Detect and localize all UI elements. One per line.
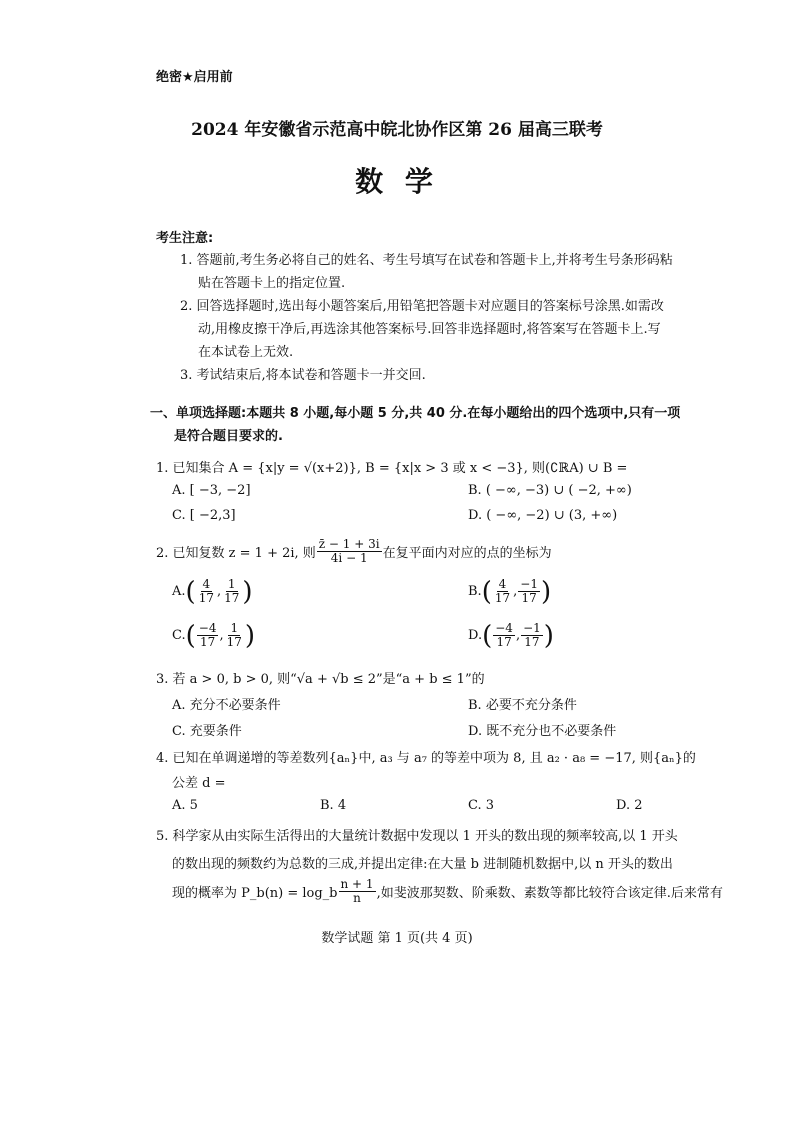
notice-line: 2. 回答选择题时,选出每小题答案后,用铅笔把答题卡对应题目的答案标号涂黑.如需改 <box>180 299 664 314</box>
question-2-stem: 2. 已知复数 z = 1 + 2i, 则 $\frac{z̄ - 1 + 3i}{4i - 1}$ 在复平面内对应的点的坐标为 <box>156 537 552 565</box>
page-footer: 数学试题 第 1 页(共 4 页) <box>321 931 473 946</box>
q1-option-c: C. [ −2,3] <box>172 508 236 523</box>
notice-line: 贴在答题卡上的指定位置. <box>198 276 346 291</box>
exam-title: 2024 年安徽省示范高中皖北协作区第 26 届高三联考 <box>191 120 603 140</box>
q2-option-b: B. ( $\frac{4}{17}$ , $\frac{-1}{17}$ ) <box>468 576 552 607</box>
q2-option-a: A. ( $\frac{4}{17}$ , $\frac{1}{17}$ ) <box>172 576 253 607</box>
question-5-line: 现的概率为 P_b(n) = log_b $\frac{n + 1}{n}$ ,如斐波那契数、阶乘数、素数等都比较符合该定律.后来常有 <box>172 877 723 905</box>
secret-label: 绝密★启用前 <box>156 70 233 85</box>
question-1-stem: 1. 已知集合 A = {x|y = √(x+2)}, B = {x|x > 3 或 x < −3}, 则(∁ℝA) ∪ B = <box>156 461 628 476</box>
q3-option-d: D. 既不充分也不必要条件 <box>468 724 617 739</box>
notice-line: 3. 考试结束后,将本试卷和答题卡一并交回. <box>180 368 426 383</box>
question-5-line: 5. 科学家从由实际生活得出的大量统计数据中发现以 1 开头的数出现的频率较高,以 1 开头 <box>156 829 678 844</box>
section-heading-cont: 是符合题目要求的. <box>174 429 283 444</box>
q4-option-c: C. 3 <box>468 798 495 813</box>
q2-fraction: $\frac{z̄ - 1 + 3i}{4i - 1}$ <box>318 537 380 565</box>
notice-line: 1. 答题前,考生务必将自己的姓名、考生号填写在试卷和答题卡上,并将考生号条形码粘 <box>180 253 673 268</box>
notice-title: 考生注意: <box>156 231 214 246</box>
q1-option-d: D. ( −∞, −2) ∪ (3, +∞) <box>468 508 618 523</box>
q4-option-b: B. 4 <box>320 798 347 813</box>
subject-title: 数 学 <box>355 165 439 198</box>
notice-line: 动,用橡皮擦干净后,再选涂其他答案标号.回答非选择题时,将答案写在答题卡上.写 <box>198 322 661 337</box>
q4-option-a: A. 5 <box>172 798 198 813</box>
q4-option-d: D. 2 <box>616 798 643 813</box>
question-3-stem: 3. 若 a > 0, b > 0, 则“√a + √b ≤ 2”是“a + b ≤ 1”的 <box>156 672 485 687</box>
q3-option-c: C. 充要条件 <box>172 724 242 739</box>
notice-line: 在本试卷上无效. <box>198 345 294 360</box>
q2-option-c: C. ( $\frac{-4}{17}$ , $\frac{1}{17}$ ) <box>172 620 256 651</box>
q1-option-a: A. [ −3, −2] <box>172 483 251 498</box>
q3-option-a: A. 充分不必要条件 <box>172 698 281 713</box>
q1-option-b: B. ( −∞, −3) ∪ ( −2, +∞) <box>468 483 632 498</box>
q5-fraction: $\frac{n + 1}{n}$ <box>340 877 374 905</box>
q2-option-d: D. ( $\frac{-4}{17}$ , $\frac{-1}{17}$ ) <box>468 620 554 651</box>
question-5-line: 的数出现的频数约为总数的三成,并提出定律:在大量 b 进制随机数据中,以 n 开头的数出 <box>172 857 673 872</box>
section-heading: 一、单项选择题:本题共 8 小题,每小题 5 分,共 40 分.在每小题给出的四个选项中,只有一项 <box>150 406 681 421</box>
question-4-stem: 4. 已知在单调递增的等差数列{aₙ}中, a₃ 与 a₇ 的等差中项为 8, 且 a₂ · a₈ = −17, 则{aₙ}的 <box>156 751 696 766</box>
q3-option-b: B. 必要不充分条件 <box>468 698 577 713</box>
question-4-stem-cont: 公差 d = <box>172 776 226 791</box>
